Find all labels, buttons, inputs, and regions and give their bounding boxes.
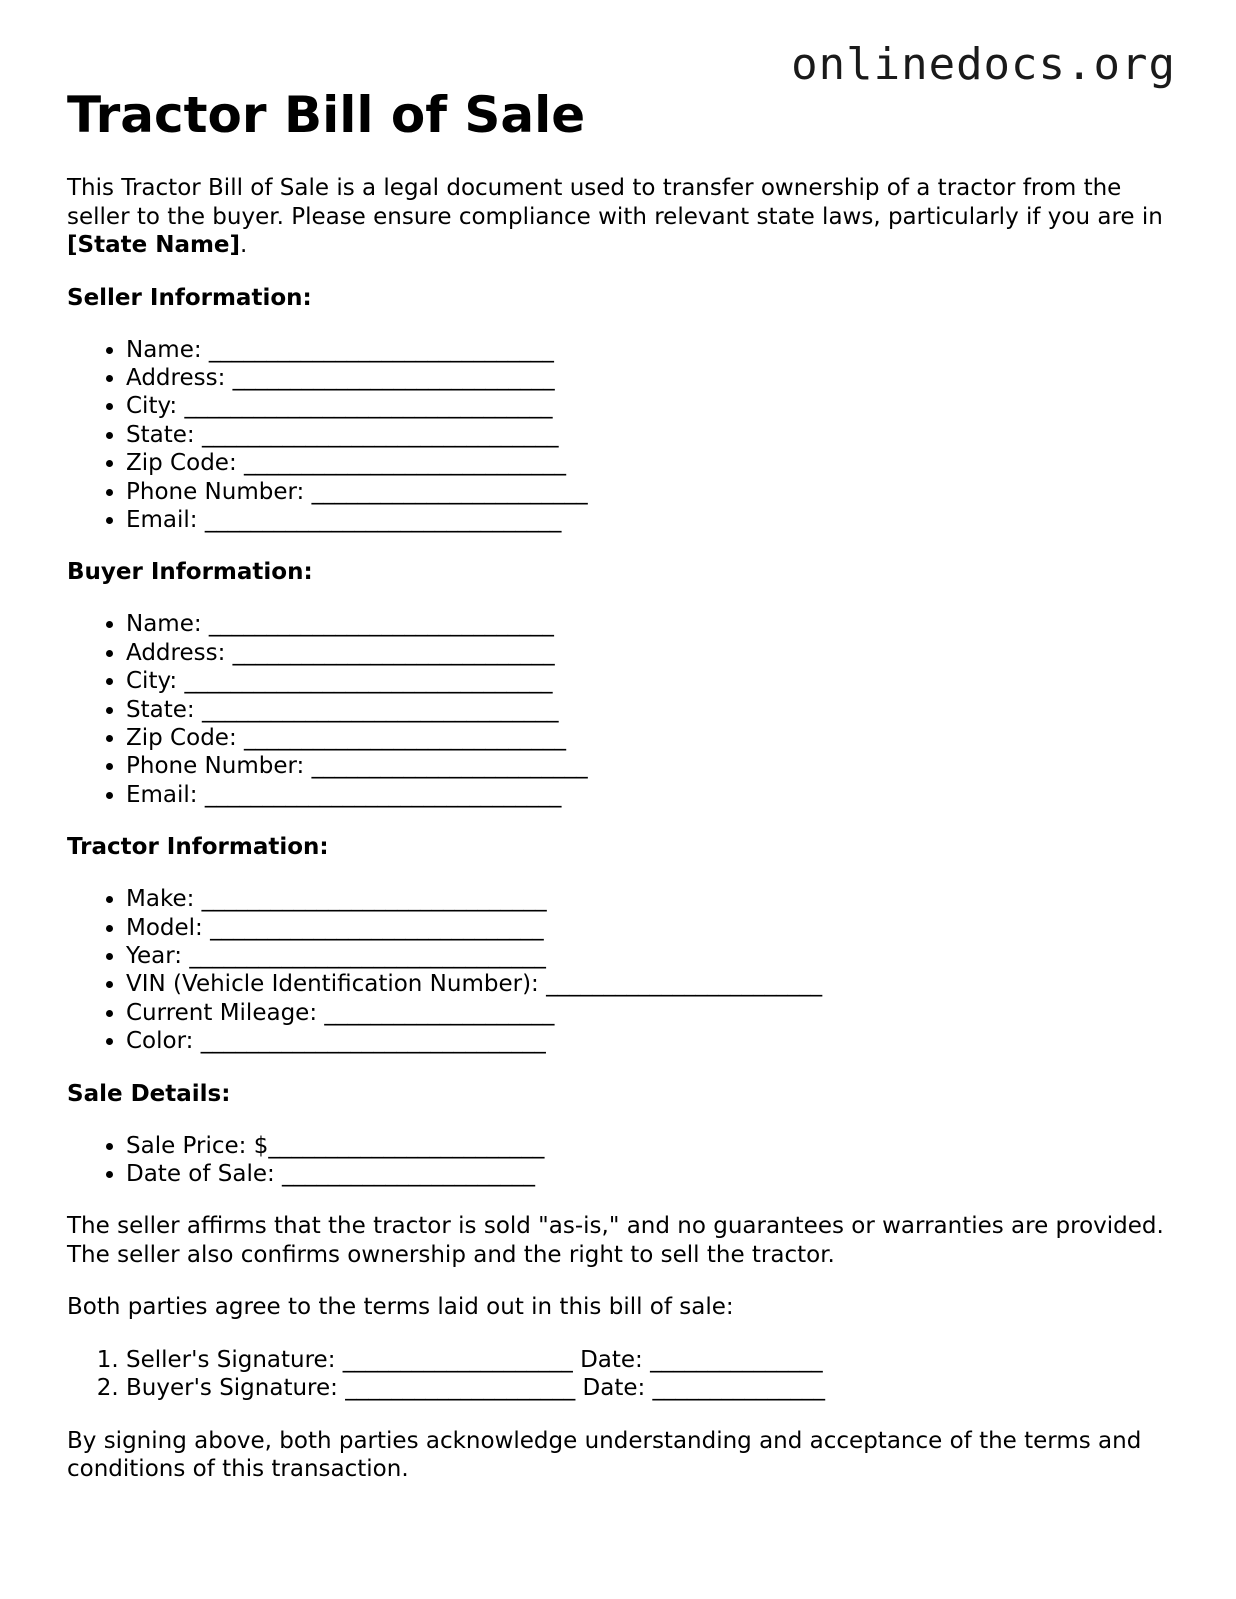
seller-name-field: • Name: ______________________________ <box>126 336 1177 364</box>
buyer-name-field: • Name: ______________________________ <box>126 610 1177 638</box>
buyer-city-field: • City: ________________________________ <box>126 667 1177 695</box>
intro-text: This Tractor Bill of Sale is a legal document used to transfer ownership of a tractor from the seller to the buyer. Please ensure compliance with relevant state laws, particularly if you are in <box>67 175 1163 230</box>
agreement-paragraph: Both parties agree to the terms laid out in this bill of sale: <box>67 1294 734 1321</box>
buyer-fields-list <box>67 610 1177 809</box>
buyer-state-field: • State: _______________________________ <box>126 696 1177 724</box>
buyer-address-field: • Address: ____________________________ <box>126 639 1177 667</box>
buyer-signature-line: 2. Buyer's Signature: ____________________ Date: _______________ <box>126 1374 1177 1402</box>
tractor-year-field: • Year: _______________________________ <box>126 942 1177 970</box>
sale-fields-list <box>67 1132 1177 1189</box>
seller-state-field: • State: _______________________________ <box>126 421 1177 449</box>
buyer-phone-field: • Phone Number: ________________________ <box>126 752 1177 780</box>
state-name-placeholder: [State Name] <box>67 232 241 258</box>
seller-city-field: • City: ________________________________ <box>126 392 1177 420</box>
tractor-make-field: • Make: ______________________________ <box>126 885 1177 913</box>
tractor-vin-field: • VIN (Vehicle Identification Number): ________________________ <box>126 970 1177 998</box>
intro-paragraph <box>67 174 1177 260</box>
document-page <box>67 82 1177 1484</box>
watermark-text: onlinedocs.org <box>791 39 1176 90</box>
document-title: Tractor Bill of Sale <box>67 86 586 144</box>
closing-paragraph: By signing above, both parties acknowledge understanding and acceptance of the terms and conditions of this transaction. <box>67 1427 1142 1483</box>
buyer-email-field: • Email: _______________________________ <box>126 781 1177 809</box>
sale-heading: Sale Details: <box>67 1080 231 1107</box>
seller-fields-list <box>67 336 1177 535</box>
seller-address-field: • Address: ____________________________ <box>126 364 1177 392</box>
buyer-heading: Buyer Information: <box>67 559 313 586</box>
buyer-zip-field: • Zip Code: ____________________________ <box>126 724 1177 752</box>
tractor-heading: Tractor Information: <box>67 834 329 861</box>
tractor-model-field: • Model: _____________________________ <box>126 914 1177 942</box>
seller-zip-field: • Zip Code: ____________________________ <box>126 449 1177 477</box>
sale-date-field: • Date of Sale: ______________________ <box>126 1160 1177 1188</box>
seller-heading: Seller Information: <box>67 284 312 311</box>
intro-end: . <box>240 232 248 258</box>
signatures-list <box>67 1346 1177 1403</box>
seller-phone-field: • Phone Number: ________________________ <box>126 478 1177 506</box>
seller-signature-line: 1. Seller's Signature: ____________________ Date: _______________ <box>126 1346 1177 1374</box>
tractor-color-field: • Color: ______________________________ <box>126 1027 1177 1055</box>
sale-price-field: • Sale Price: $________________________ <box>126 1132 1177 1160</box>
tractor-fields-list <box>67 885 1177 1055</box>
seller-email-field: • Email: _______________________________ <box>126 506 1177 534</box>
as-is-paragraph: The seller affirms that the tractor is sold "as-is," and no guarantees or warranties are provided. The seller also confirms ownership and the right to sell the tractor. <box>67 1213 1164 1268</box>
tractor-mileage-field: • Current Mileage: ____________________ <box>126 999 1177 1027</box>
